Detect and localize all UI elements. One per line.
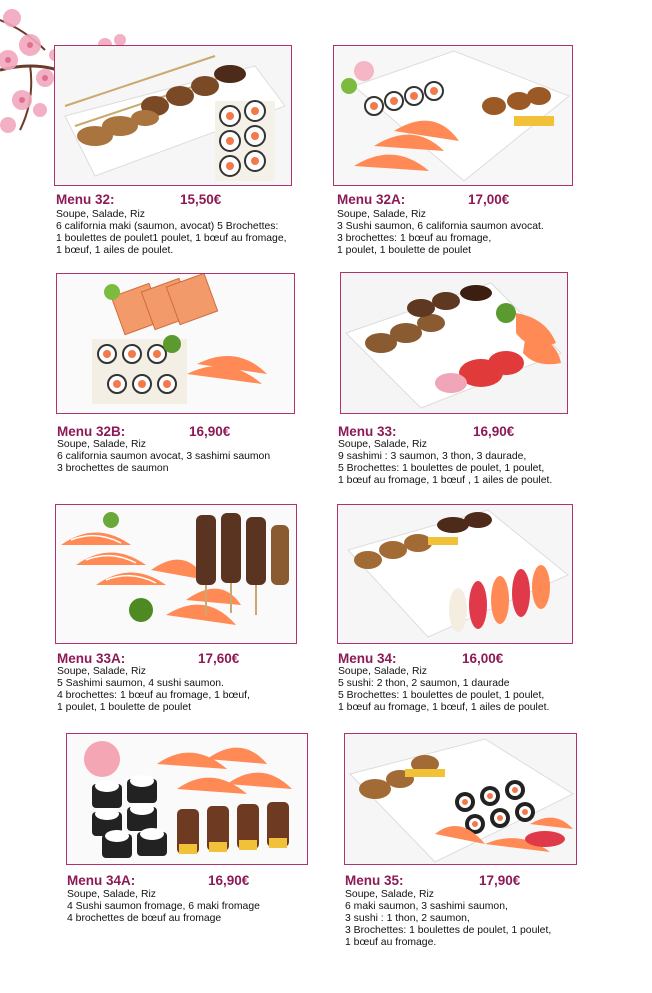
menu-price: 17,60€ [198, 651, 240, 666]
menu-price: 16,00€ [462, 651, 504, 666]
menu-photo-32a [333, 45, 573, 186]
menu-name: Menu 33: [338, 424, 397, 439]
menu-name: Menu 32: [56, 192, 115, 207]
menu-name: Menu 34: [338, 651, 397, 666]
menu-description: Soupe, Salade, Riz 5 Sashimi saumon, 4 sushi saumon. 4 brochettes: 1 bœuf au fromage, 1 bœuf, 1 poulet, 1 boulette de poulet [57, 666, 250, 713]
menu-name: Menu 34A: [67, 873, 136, 888]
sushi-skewer-plate-icon [345, 734, 576, 864]
menu-name: Menu 33A: [57, 651, 126, 666]
menu-photo-34a [66, 733, 308, 865]
menu-price: 16,90€ [208, 873, 250, 888]
menu-description: Soupe, Salade, Riz 9 sashimi : 3 saumon, 3 thon, 3 daurade, 5 Brochettes: 1 boulettes de poulet, 1 poulet, 1 bœuf au fromage, 1 bœuf , 1 ailes de poulet. [338, 439, 553, 486]
menu-title [67, 873, 250, 888]
menu-photo-34 [337, 504, 573, 644]
sushi-skewer-plate-icon [338, 505, 572, 643]
menu-title [338, 424, 515, 439]
menu-description: Soupe, Salade, Riz 6 california maki (saumon, avocat) 5 Brochettes: 1 boulettes de poulet1 poulet, 1 bœuf au fromage, 1 bœuf, 1 ailes de poulet. [56, 209, 287, 256]
menu-price: 17,00€ [468, 192, 510, 207]
menu-photo-32 [54, 45, 292, 186]
menu-name: Menu 32B: [57, 424, 126, 439]
menu-name: Menu 35: [345, 873, 404, 888]
menu-title [338, 651, 504, 666]
menu-title [57, 424, 231, 439]
menu-title [337, 192, 510, 207]
sushi-skewer-plate-icon [56, 505, 296, 643]
sushi-skewer-plate-icon [67, 734, 307, 864]
menu-price: 16,90€ [189, 424, 231, 439]
sushi-skewer-plate-icon [341, 273, 567, 413]
menu-photo-33a [55, 504, 297, 644]
menu-price: 15,50€ [180, 192, 222, 207]
menu-price: 17,90€ [479, 873, 521, 888]
sushi-skewer-plate-icon [57, 274, 294, 413]
menu-title [56, 192, 222, 207]
menu-description: Soupe, Salade, Riz 5 sushi: 2 thon, 2 saumon, 1 daurade 5 Brochettes: 1 boulettes de poulet, 1 poulet, 1 bœuf au fromage, 1 bœuf, 1 ailes de poulet. [338, 666, 550, 713]
menu-description: Soupe, Salade, Riz 4 Sushi saumon fromage, 6 maki fromage 4 brochettes de bœuf au fromage [67, 889, 260, 924]
menu-name: Menu 32A: [337, 192, 406, 207]
sushi-skewer-plate-icon [55, 46, 291, 185]
menu-description: Soupe, Salade, Riz 6 california saumon avocat, 3 sashimi saumon 3 brochettes de saumon [57, 439, 271, 474]
sushi-skewer-plate-icon [334, 46, 572, 185]
menu-photo-32b [56, 273, 295, 414]
menu-description: Soupe, Salade, Riz 6 maki saumon, 3 sashimi saumon, 3 sushi : 1 thon, 2 saumon, 3 Brochettes: 1 boulettes de poulet, 1 poulet, 1 bœuf au fromage. [345, 889, 552, 948]
menu-title [345, 873, 521, 888]
menu-photo-35 [344, 733, 577, 865]
menu-title [57, 651, 240, 666]
menu-price: 16,90€ [473, 424, 515, 439]
menu-photo-33 [340, 272, 568, 414]
menu-description: Soupe, Salade, Riz 3 Sushi saumon, 6 california saumon avocat. 3 brochettes: 1 bœuf au fromage, 1 poulet, 1 boulette de poulet [337, 209, 544, 256]
